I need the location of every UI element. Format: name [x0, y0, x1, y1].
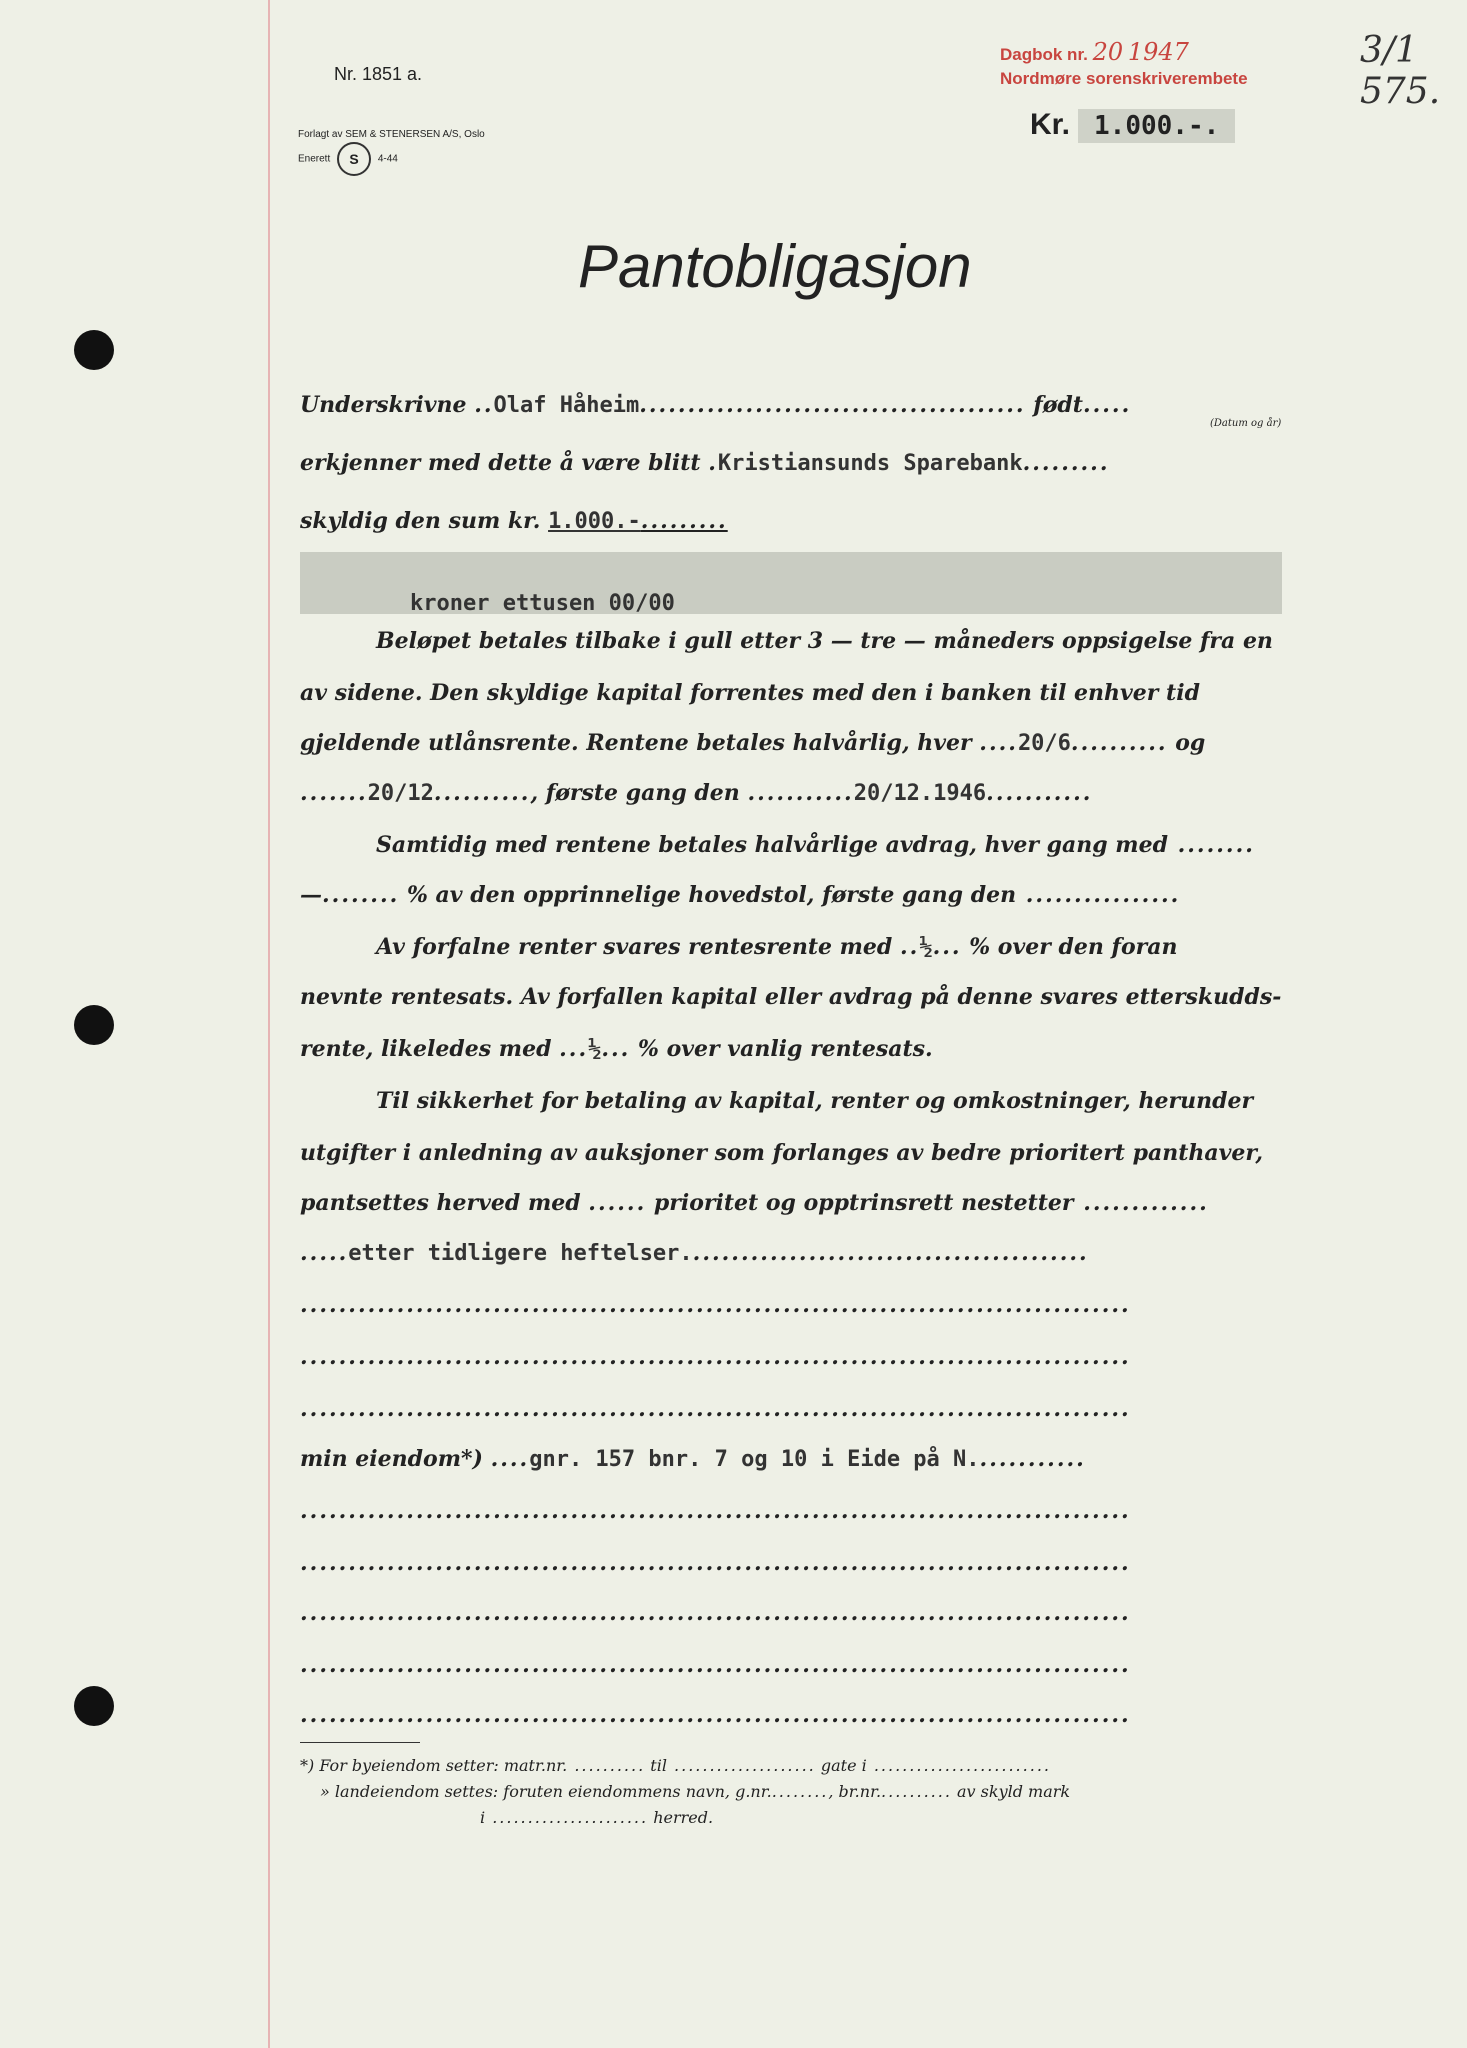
footnote-text: i [480, 1808, 486, 1827]
form-date: 4-44 [377, 153, 398, 165]
terms-text: prioritet og opptrinsrett nestetter [653, 1190, 1074, 1216]
debtor-line: Underskrivne ..Olaf Håheim........................................ født..... [300, 392, 1132, 418]
terms-text: % av den opprinnelige hovedstol, første gang den [406, 882, 1017, 908]
sum-value: 1.000.- [548, 509, 641, 534]
terms-text: av sidene. Den skyldige kapital forrentes med den i banken til enhver tid [300, 680, 1200, 706]
late-rate: ½ [588, 1037, 602, 1062]
terms-line-2 [300, 680, 1280, 706]
compound-rate: ½ [919, 935, 933, 960]
priority-line: .....etter tidligere heftelser.......................................... [300, 1240, 1089, 1266]
footnote-text: herred. [653, 1808, 714, 1827]
property-label: min eiendom*) [300, 1446, 483, 1472]
first-payment-date: 20/12.1946 [853, 781, 987, 806]
footnote-text: *) For byeiendom setter: matr.nr. [300, 1756, 568, 1775]
terms-text: % over den foran [969, 934, 1178, 960]
interest-date-2: 20/12 [367, 781, 434, 806]
terms-text: Av forfalne renter svares rentesrente med [376, 934, 893, 960]
terms-text: nevnte rentesats. Av forfallen kapital eller avdrag på denne svares etterskudds- [300, 984, 1282, 1010]
terms-line-1 [376, 628, 1356, 654]
terms-text: gjeldende utlånsrente. Rentene betales halvårlig, hver [300, 730, 972, 756]
property-description: gnr. 157 bnr. 7 og 10 i Eide på N. [529, 1447, 980, 1472]
terms-line-7: Av forfalne renter svares rentesrente med ..½... % over den foran [376, 934, 1178, 960]
property-line: min eiendom*) ....gnr. 157 bnr. 7 og 10 i Eide på N............ [300, 1446, 1086, 1472]
date-note: (Datum og år) [1210, 418, 1282, 429]
terms-text: Samtidig med rentene betales halvårlige avdrag, hver gang med [376, 832, 1168, 858]
born-label: født [1033, 392, 1083, 418]
terms-text: rente, likeledes med [300, 1036, 552, 1062]
terms-line-9: rente, likeledes med ...½... % over vanlig rentesats. [300, 1036, 933, 1062]
blank-line: ...................................................................................... [300, 1600, 1131, 1626]
margin-rule [268, 0, 270, 2048]
interest-date-1: 20/6 [1017, 731, 1071, 756]
sum-line: skyldig den sum kr. 1.000.-......... [300, 508, 728, 534]
blank-line: ...................................................................................... [300, 1292, 1131, 1318]
registry-stamp [1000, 40, 1248, 91]
creditor-line: erkjenner med dette å være blitt .Kristiansunds Sparebank......... [300, 450, 1110, 476]
sum-in-words: kroner ettusen 00/00 [410, 591, 675, 616]
sum-label: skyldig den sum kr. [300, 508, 541, 534]
priority-text: etter tidligere heftelser. [348, 1241, 693, 1266]
punch-hole [74, 1686, 114, 1726]
terms-text: % over vanlig rentesats. [638, 1036, 933, 1062]
publisher-info [298, 128, 485, 176]
terms-text: og [1175, 730, 1206, 756]
debtor-name: Olaf Håheim [493, 393, 640, 418]
terms-line-5: Samtidig med rentene betales halvårlige avdrag, hver gang med ........ [376, 832, 1255, 858]
footnote-line-1: *) For byeiendom setter: matr.nr. .......... til .................... gate i ......................... [300, 1756, 1051, 1775]
punch-hole [74, 330, 114, 370]
terms-text: utgifter i anledning av auksjoner som forlanges av bedre prioritert panthaver, [300, 1140, 1264, 1166]
terms-line-6: —........ % av den opprinnelige hovedstol, første gang den ................ [300, 882, 1181, 908]
terms-text: , første gang den [530, 780, 740, 806]
stamp-year: 1947 [1127, 38, 1189, 66]
footnote-rule [300, 1742, 420, 1743]
footnote-line-3: i ...................... herred. [480, 1808, 714, 1827]
stamp-day-number: 20 [1092, 38, 1124, 66]
footnote-text: til [650, 1756, 667, 1775]
footnote-text: av skyld mark [957, 1782, 1071, 1801]
blank-line: ...................................................................................... [300, 1652, 1131, 1678]
creditor-name: Kristiansunds Sparebank [717, 451, 1023, 476]
form-number: Nr. 1851 a. [334, 64, 423, 84]
terms-text: pantsettes herved med [300, 1190, 581, 1216]
blank-line: ...................................................................................... [300, 1498, 1131, 1524]
blank-line: ...................................................................................... [300, 1396, 1131, 1422]
blank-line: ...................................................................................... [300, 1344, 1131, 1370]
publisher-logo-icon: S [337, 142, 371, 176]
stamp-office: Nordmøre sorenskriverembete [1000, 69, 1248, 88]
footnote-text: » landeiendom settes: foruten eiendommens navn, g.nr. [320, 1782, 772, 1801]
terms-line-4: .......20/12.........., første gang den ...........20/12.1946........... [300, 780, 1093, 806]
amount-box [1030, 108, 1235, 143]
creditor-label: erkjenner med dette å være blitt [300, 450, 701, 476]
amount-value: 1.000.-. [1078, 109, 1235, 143]
amount-label: Kr. [1030, 108, 1071, 141]
terms-line-3: gjeldende utlånsrente. Rentene betales halvårlig, hver ....20/6.......... og [300, 730, 1206, 756]
terms-text: — [300, 882, 322, 908]
terms-text: Til sikkerhet for betaling av kapital, renter og omkostninger, herunder [376, 1088, 1254, 1114]
folio-number: 3/1 575. [1360, 30, 1441, 112]
publisher-name: Forlagt av SEM & STENERSEN A/S, Oslo [298, 129, 485, 140]
rights-label: Enerett [298, 153, 331, 165]
debtor-label: Underskrivne [300, 392, 467, 418]
document-title: Pantobligasjon [578, 233, 972, 300]
sum-words-line [410, 590, 1390, 616]
terms-line-10 [376, 1088, 1356, 1114]
footnote-line-2: » landeiendom settes: foruten eiendommens navn, g.nr........., br.nr........... av skyld mark [320, 1782, 1071, 1801]
blank-line: ...................................................................................... [300, 1550, 1131, 1576]
terms-text: Beløpet betales tilbake i gull etter 3 — tre — måneders oppsigelse fra en [376, 628, 1273, 654]
footnote-text: gate i [820, 1756, 867, 1775]
terms-line-11 [300, 1140, 1280, 1166]
terms-line-12: pantsettes herved med ...... prioritet og opptrinsrett nestetter ............. [300, 1190, 1209, 1216]
stamp-label: Dagbok nr. [1000, 45, 1088, 64]
punch-hole [74, 1005, 114, 1045]
blank-line: ...................................................................................... [300, 1702, 1131, 1728]
terms-line-8 [300, 984, 1280, 1010]
footnote-text: , br.nr. [828, 1782, 882, 1801]
